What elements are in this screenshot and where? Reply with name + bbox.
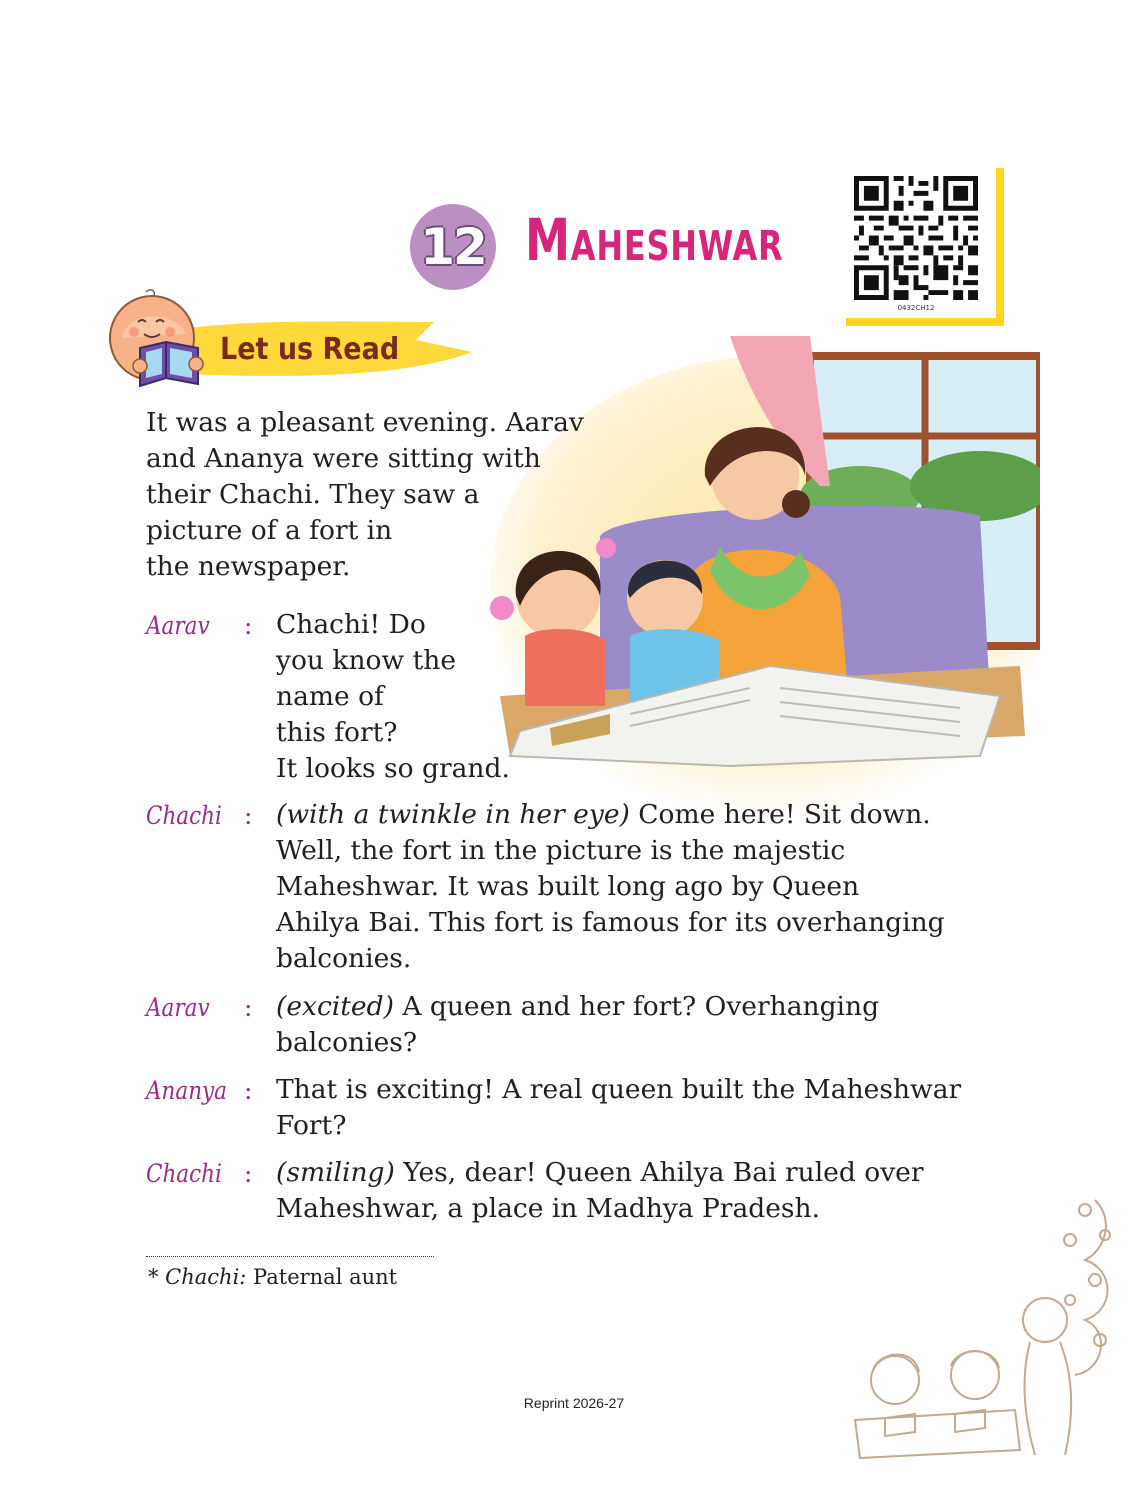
speech-text: A queen and her fort? Overhanging xyxy=(393,991,880,1022)
reprint-notice: Reprint 2026-27 xyxy=(523,1395,625,1411)
footnote-definition: Paternal aunt xyxy=(246,1265,398,1289)
speech-line: you know the xyxy=(276,645,457,676)
dialogue-line-aarav xyxy=(276,989,1016,1061)
stage-direction: (with a twinkle in her eye) xyxy=(276,799,630,830)
speech-line: name of xyxy=(276,681,384,712)
intro-line: and Ananya were sitting with xyxy=(146,443,541,474)
stage-direction: (excited) xyxy=(276,991,394,1022)
footnote xyxy=(148,1265,397,1289)
speaker-aarav: Aarav xyxy=(146,993,210,1022)
children-studying-sketch xyxy=(845,1180,1130,1460)
footnote-term: * Chachi: xyxy=(148,1265,247,1289)
speech-line: Fort? xyxy=(276,1110,347,1141)
intro-paragraph xyxy=(146,405,626,585)
intro-line: their Chachi. They saw a xyxy=(146,479,480,510)
speech-line xyxy=(276,797,1016,833)
speech-text: Come here! Sit down. xyxy=(629,799,931,830)
speaker-colon: : xyxy=(244,1076,253,1105)
qr-code-block xyxy=(846,168,1004,326)
speech-line: It looks so grand. xyxy=(276,753,510,784)
speech-line: Well, the fort in the picture is the majestic xyxy=(276,835,846,866)
section-label: Let us Read xyxy=(220,332,400,367)
speaker-colon: : xyxy=(244,611,253,640)
speaker-aarav: Aarav xyxy=(146,611,210,640)
speech-line: Maheshwar. It was built long ago by Queen xyxy=(276,871,860,902)
qr-code-icon[interactable] xyxy=(854,176,978,300)
speaker-colon: : xyxy=(244,801,253,830)
dialogue-line-ananya xyxy=(276,1072,1016,1144)
intro-line: picture of a fort in xyxy=(146,515,393,546)
chapter-title: Maheshwar xyxy=(525,206,784,274)
footnote-divider xyxy=(146,1256,434,1257)
speaker-ananya: Ananya xyxy=(146,1076,228,1105)
stage-direction: (smiling) xyxy=(276,1157,395,1188)
speech-line: Ahilya Bai. This fort is famous for its overhanging xyxy=(276,907,945,938)
qr-caption: 0432CH12 xyxy=(897,304,935,312)
speaker-chachi: Chachi xyxy=(146,1159,222,1188)
dialogue-line-chachi xyxy=(276,797,1016,977)
intro-line: It was a pleasant evening. Aarav xyxy=(146,407,584,438)
intro-line: the newspaper. xyxy=(146,551,351,582)
reading-baby-icon xyxy=(110,290,203,386)
chapter-number-badge xyxy=(410,204,496,290)
speaker-colon: : xyxy=(244,993,253,1022)
speech-line: balconies. xyxy=(276,943,412,974)
speaker-colon: : xyxy=(244,1159,253,1188)
chapter-number: 12 xyxy=(420,218,486,276)
qr-frame-bar xyxy=(996,168,1004,326)
speech-line: this fort? xyxy=(276,717,398,748)
speech-line: That is exciting! A real queen built the Maheshwar xyxy=(276,1074,962,1105)
speech-line xyxy=(276,989,1016,1025)
speech-line: Chachi! Do xyxy=(276,609,426,640)
speech-line: Maheshwar, a place in Madhya Pradesh. xyxy=(276,1193,821,1224)
speech-text: Yes, dear! Queen Ahilya Bai ruled over xyxy=(394,1157,924,1188)
speech-line: balconies? xyxy=(276,1027,418,1058)
dialogue-line-aarav xyxy=(276,607,1016,787)
qr-frame-bar xyxy=(846,318,1004,326)
speaker-chachi: Chachi xyxy=(146,801,222,830)
